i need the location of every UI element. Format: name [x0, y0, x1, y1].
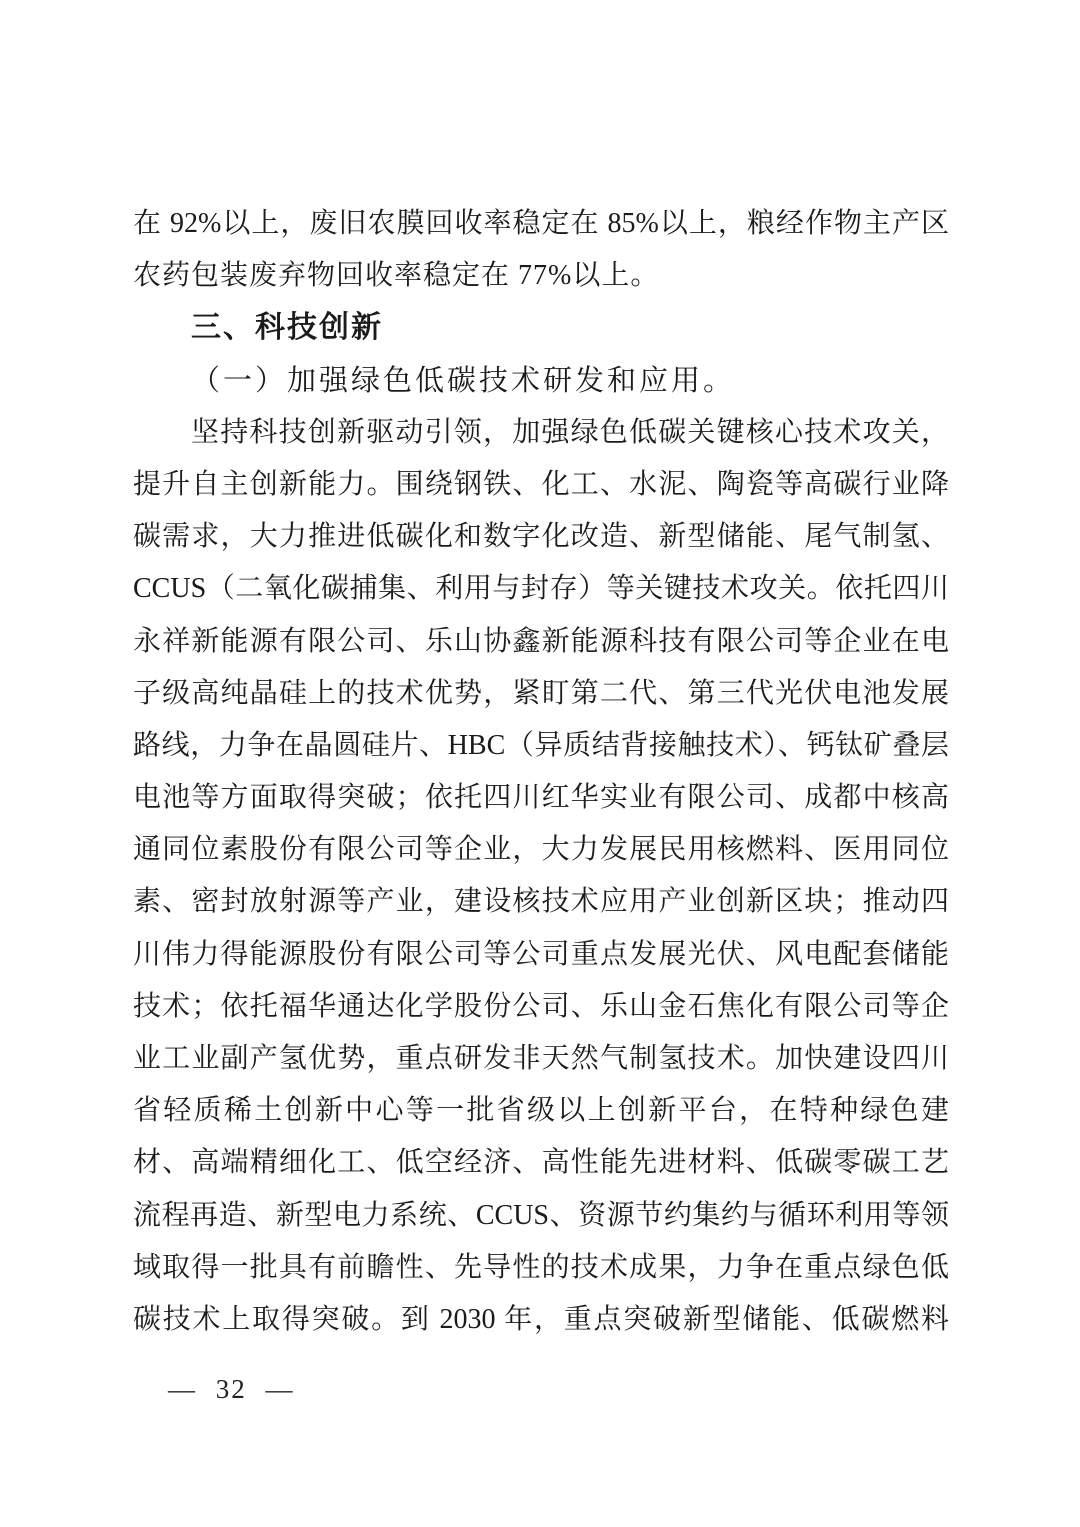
body-line: 通同位素股份有限公司等企业，大力发展民用核燃料、医用同位: [133, 834, 949, 866]
body-line: 素、密封放射源等产业，建设核技术应用产业创新区块；推动四: [133, 886, 949, 918]
body-line: CCUS（二氧化碳捕集、利用与封存）等关键技术攻关。依托四川: [133, 573, 949, 605]
body-line: 提升自主创新能力。围绕钢铁、化工、水泥、陶瓷等高碳行业降: [133, 468, 949, 500]
body-line: 域取得一批具有前瞻性、先导性的技术成果，力争在重点绿色低: [133, 1251, 949, 1283]
body-line: 坚持科技创新驱动引领，加强绿色低碳关键核心技术攻关，: [191, 416, 949, 448]
body-line: 碳技术上取得突破。到 2030 年，重点突破新型储能、低碳燃料: [133, 1303, 949, 1335]
subsection-heading: （一）加强绿色低碳技术研发和应用。: [191, 364, 736, 397]
body-line: 碳需求，大力推进低碳化和数字化改造、新型储能、尾气制氢、: [133, 521, 949, 553]
body-line: 省轻质稀土创新中心等一批省级以上创新平台，在特种绿色建: [133, 1095, 949, 1127]
body-line: 业工业副产氢优势，重点研发非天然气制氢技术。加快建设四川: [133, 1043, 949, 1074]
body-line: 川伟力得能源股份有限公司等公司重点发展光伏、风电配套储能: [133, 938, 949, 970]
body-line: 永祥新能源有限公司、乐山协鑫新能源科技有限公司等企业在电: [133, 625, 949, 657]
body-line: 路线，力争在晶圆硅片、HBC（异质结背接触技术）、钙钛矿叠层: [133, 729, 949, 761]
page-number: — 32 —: [168, 1374, 295, 1404]
section-heading: 三、科技创新: [191, 311, 383, 345]
body-line: 电池等方面取得突破；依托四川红华实业有限公司、成都中核高: [133, 782, 949, 814]
body-line: 材、高端精细化工、低空经济、高性能先进材料、低碳零碳工艺: [133, 1147, 949, 1179]
body-line: 流程再造、新型电力系统、CCUS、资源节约集约与循环利用等领: [133, 1199, 949, 1231]
body-line: 在 92%以上，废旧农膜回收率稳定在 85%以上，粮经作物主产区: [133, 208, 949, 239]
body-line: 子级高纯晶硅上的技术优势，紧盯第二代、第三代光伏电池发展: [133, 677, 949, 709]
document-body: [133, 198, 949, 1346]
body-line: 技术；依托福华通达化学股份公司、乐山金石焦化有限公司等企: [133, 990, 949, 1022]
body-line: 农药包装废弃物回收率稳定在 77%以上。: [133, 260, 660, 292]
